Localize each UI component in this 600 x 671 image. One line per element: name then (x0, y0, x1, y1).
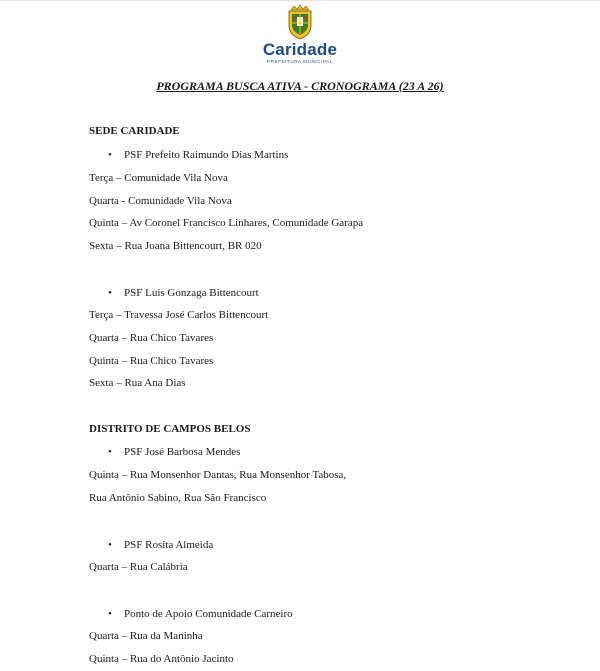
schedule-line: Quarta – Rua Chico Tavares (89, 332, 214, 344)
unit-name-text: PSF Prefeito Raimundo Dias Martins (124, 149, 289, 161)
unit-name (108, 445, 240, 459)
schedule-line: Rua Antônio Sabino, Rua São Francisco (89, 492, 267, 504)
schedule-line: Quarta – Rua da Maninha (89, 630, 203, 642)
schedule-line: Quinta – Rua Chico Tavares (89, 355, 214, 367)
schedule-line: Quarta - Comunidade Vila Nova (89, 195, 232, 207)
logo-subtitle: PREFEITURA MUNICIPAL (267, 59, 333, 64)
unit-name-text: PSF Rosita Almeida (124, 539, 214, 551)
schedule-line: Sexta – Rua Joana Bittencourt, BR 020 (89, 240, 262, 252)
section-heading: SEDE CARIDADE (89, 125, 180, 137)
schedule-line: Terça – Travessa José Carlos Bittencourt (89, 309, 269, 321)
unit-name-text: PSF José Barbosa Mendes (124, 446, 241, 458)
unit-name (108, 538, 213, 552)
schedule-line: Quinta – Av Coronel Francisco Linhares, Comunidade Garapa (89, 217, 364, 229)
unit-name (108, 148, 288, 162)
logo (0, 4, 600, 65)
unit-name-text: PSF Luis Gonzaga Bittencourt (124, 287, 259, 299)
coat-of-arms-icon (283, 4, 317, 40)
schedule-line: Sexta – Rua Ana Dias (89, 377, 186, 389)
logo-name: Caridade (262, 40, 338, 59)
schedule-line: Terça – Comunidade Vila Nova (89, 172, 228, 184)
unit-name (108, 607, 293, 621)
section-heading: DISTRITO DE CAMPOS BELOS (89, 423, 251, 435)
document-title: PROGRAMA BUSCA ATIVA - CRONOGRAMA (23 A 26) (156, 79, 444, 93)
unit-name-text: Ponto de Apoio Comunidade Carneiro (124, 608, 293, 620)
schedule-line: Quinta – Rua Monsenhor Dantas, Rua Monsenhor Tabosa, (89, 469, 347, 481)
unit-name (108, 286, 259, 300)
schedule-line: Quarta – Rua Calábria (89, 561, 188, 573)
schedule-line: Quinta – Rua do Antônio Jacinto (89, 653, 234, 665)
